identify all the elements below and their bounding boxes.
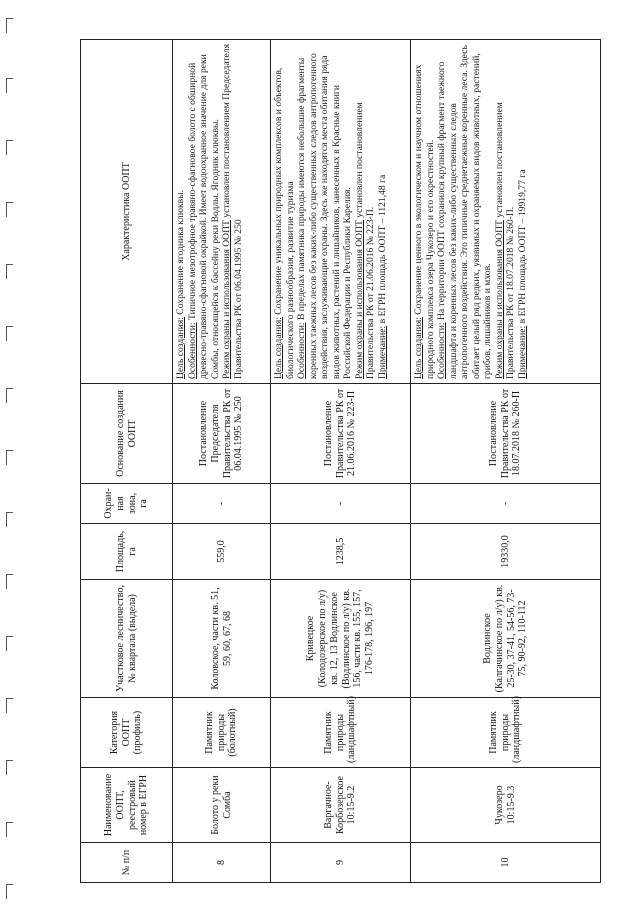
row-area: 19330,0 — [411, 524, 601, 580]
row-num: 10 — [411, 843, 601, 883]
row-forestry: Кривецкое (Колодозерское по л/у) кв. 12, 13 Водлинское (Водлинское по л/у) кв. 156, части кв. 155, 157, 176-178, 196, 197 — [271, 580, 411, 698]
row-basis: Постановление Председателя Правительства РК от 06.04.1995 № 250 — [173, 384, 271, 484]
row-area: 559,0 — [173, 524, 271, 580]
oopt-table — [80, 39, 601, 883]
row-forestry: Водлинское (Калгачинское по л/у) кв. 25-30, 37-41, 54-56, 73-75, 90-92, 110-112 — [411, 580, 601, 698]
table-row — [173, 40, 271, 883]
row-name: Болото у реки Сомба — [173, 768, 271, 843]
row-num: 8 — [173, 843, 271, 883]
rotated-page — [80, 40, 600, 883]
row-buffer: - — [411, 484, 601, 524]
row-category: Памятник природы (ландшафтный) — [271, 698, 411, 768]
row-characteristics: Цель создания: Сохранение уникальных природных комплексов и объектов, биологического разнообразия, развитие туризма Особенности: В пределах памятника природы имеются небольшие фрагменты коренных таежных лесов без каких-либо существенных следов антропогенного воздействия, заслуживающие охраны. Здесь же находятся места обитания ряда видов животных, растений и лишайников, занесенных в Красные книги Российской Федерации и Республики Карелия. Режим охраны и использования ООПТ установлен постановлением Правительства РК от 21.06.2016 № 223-П. Примечание: в ЕГРН площадь ООПТ – 1121,48 га — [271, 40, 411, 384]
header-area: Площадь, га — [81, 524, 173, 580]
header-num: № п/п — [81, 843, 173, 883]
row-characteristics: Цель создания: Сохранение ценного в экологическом и научном отношениях природного комплекса озера Чукозеро и его окрестностей. Особенности: На территории ООПТ сохранился крупный фрагмент таежного ландшафта и коренных лесов без каких-либо существенных следов антропогенного воздействия. Это типичные среднетаежные коренные леса. Здесь обитает целый ряд редких, уязвимых и охраняемых видов животных, растений, грибов, лишайников и мхов. Режим охраны и использования ООПТ установлен постановлением Правительства РК от 18.07.2018 № 260-П. Примечание: в ЕГРН площадь ООПТ – 19919,77 га — [411, 40, 601, 384]
row-forestry: Коловское, части кв. 51, 59, 60, 67, 68 — [173, 580, 271, 698]
header-characteristics: Характеристика ООПТ — [81, 40, 173, 384]
table-header-row — [81, 40, 173, 883]
header-buffer: Охран-ная зона, га — [81, 484, 173, 524]
row-name: Чукозеро 10:15-9.3 — [411, 768, 601, 843]
row-basis: Постановление Правительства РК от 18.07.2018 № 260-П — [411, 384, 601, 484]
row-buffer: - — [271, 484, 411, 524]
table-row — [411, 40, 601, 883]
table-row — [271, 40, 411, 883]
header-basis: Основание создания ООПТ — [81, 384, 173, 484]
row-buffer: - — [173, 484, 271, 524]
header-forestry: Участковое лесничество, № квартала (выдела) — [81, 580, 173, 698]
row-characteristics: Цель создания: Сохранение ягодника клюквы. Особенности: Типичное мезотрофное травяно-сфагновое болото с обширной древесно-травяно-сфагновой окрайкой. Имеет водоохранное значение для реки Сомбы, относящейся к бассейну реки Водлы. Ягодник клюквы. Режим охраны и использования ООПТ установлен постановлением Председателя Правительства РК от 06.04.1995 № 250 — [173, 40, 271, 384]
header-name: Наименование ООПТ, реестровый номер в ЕГРН — [81, 768, 173, 843]
binder-edge — [0, 0, 20, 905]
row-category: Памятник природы (ландшафтный) — [411, 698, 601, 768]
row-num: 9 — [271, 843, 411, 883]
header-category: Категория ООПТ (профиль) — [81, 698, 173, 768]
row-area: 1238,5 — [271, 524, 411, 580]
row-name: Варгачное-Корбозерское 10:15-9.2 — [271, 768, 411, 843]
row-basis: Постановление Правительства РК от 21.06.2016 № 223-П — [271, 384, 411, 484]
row-category: Памятник природы (болотный) — [173, 698, 271, 768]
